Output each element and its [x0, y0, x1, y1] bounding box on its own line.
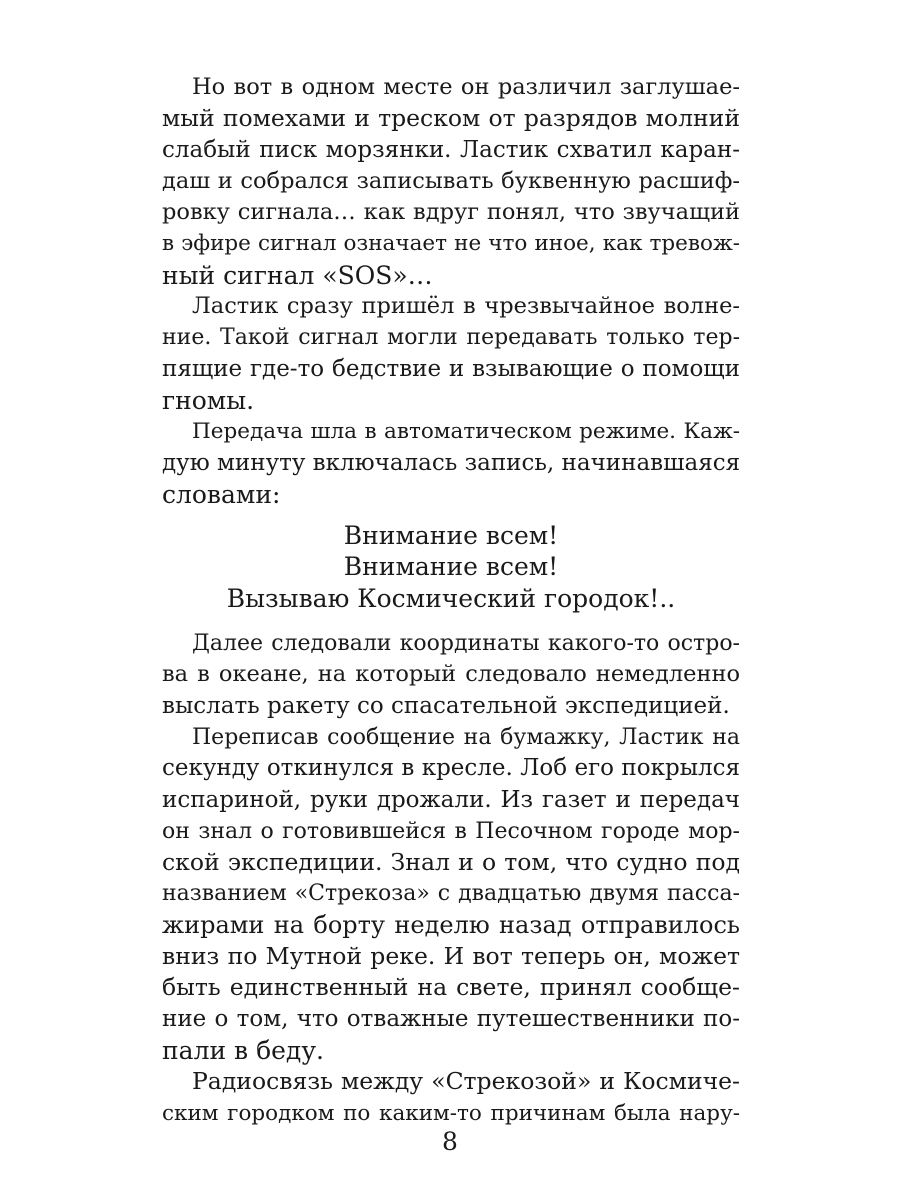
text-line: даш и собрался записывать буквенную расшиф-	[162, 167, 740, 194]
text-line: ние. Такой сигнал могли передавать только тер-	[162, 325, 740, 351]
text-line: Но вот в одном месте он различил заглушае-	[192, 74, 740, 100]
text-line: слабый писк морзянки. Ластик схватил каран-	[162, 136, 740, 163]
text-line: Ластик сразу пришёл в чрезвычайное волне-	[192, 293, 740, 320]
text-line: жирами на борту неделю назад отправилось	[162, 910, 740, 939]
body-text	[162, 72, 740, 1129]
text-line: ва в океане, на который следовало немедленно	[162, 661, 740, 688]
text-line: ской экспедиции. Знал и о том, что судно под	[162, 848, 740, 877]
text-line: дую минуту включалась запись, начинавшаяся	[162, 449, 741, 476]
paragraph-2	[162, 291, 740, 416]
text-line: пящие где-то бедствие и взывающие о помощи	[162, 355, 740, 382]
text-line: секунду откинулся в кресле. Лоб его покрылся	[162, 755, 740, 782]
text-line: мый помехами и треском от разрядов молний	[162, 104, 740, 133]
text-line: названием «Стрекоза» с двадцатью двумя пасса-	[162, 881, 740, 907]
text-line: Радиосвязь между «Стрекозой» и Космиче-	[192, 1067, 740, 1096]
text-line: он знал о готовившейся в Песочном городе мор-	[162, 818, 740, 844]
text-line: ровку сигнала… как вдруг понял, что звучащий	[162, 199, 740, 226]
quote-line: Внимание всем!	[343, 521, 559, 551]
text-line: гномы.	[162, 385, 255, 415]
paragraph-5	[162, 722, 740, 1066]
text-line: Переписав сообщение на бумажку, Ластик на	[192, 724, 740, 750]
text-line: пали в беду.	[162, 1035, 324, 1065]
text-line: быть единственный на свете, принял сообще-	[162, 973, 740, 1002]
text-line: ским городком по каким-то причинам была нару-	[162, 1100, 740, 1126]
page-number: 8	[442, 1127, 458, 1156]
text-line: Передача шла в автоматическом режиме. Каж-	[192, 419, 740, 445]
paragraph-1	[162, 72, 740, 291]
quote-line: Внимание всем!	[343, 552, 559, 582]
text-line: Далее следовали координаты какого-то остро-	[192, 631, 740, 657]
text-line: вниз по Мутной реке. И вот теперь он, может	[162, 942, 740, 971]
text-line: в эфире сигнал означает не что иное, как тревож-	[162, 231, 740, 257]
text-line: выслать ракету со спасательной экспедицией.	[162, 692, 730, 719]
text-line: словами:	[162, 479, 281, 509]
paragraph-3	[162, 416, 740, 510]
quote-line: Вызываю Космический городок!..	[226, 583, 676, 613]
text-line: ный сигнал «SOS»…	[162, 260, 433, 290]
paragraph-6	[162, 1066, 740, 1129]
text-line: испариной, руки дрожали. Из газет и передач	[162, 786, 740, 813]
quoted-message	[162, 520, 740, 614]
text-line: ние о том, что отважные путешественники по-	[162, 1005, 740, 1032]
paragraph-4	[162, 628, 740, 722]
